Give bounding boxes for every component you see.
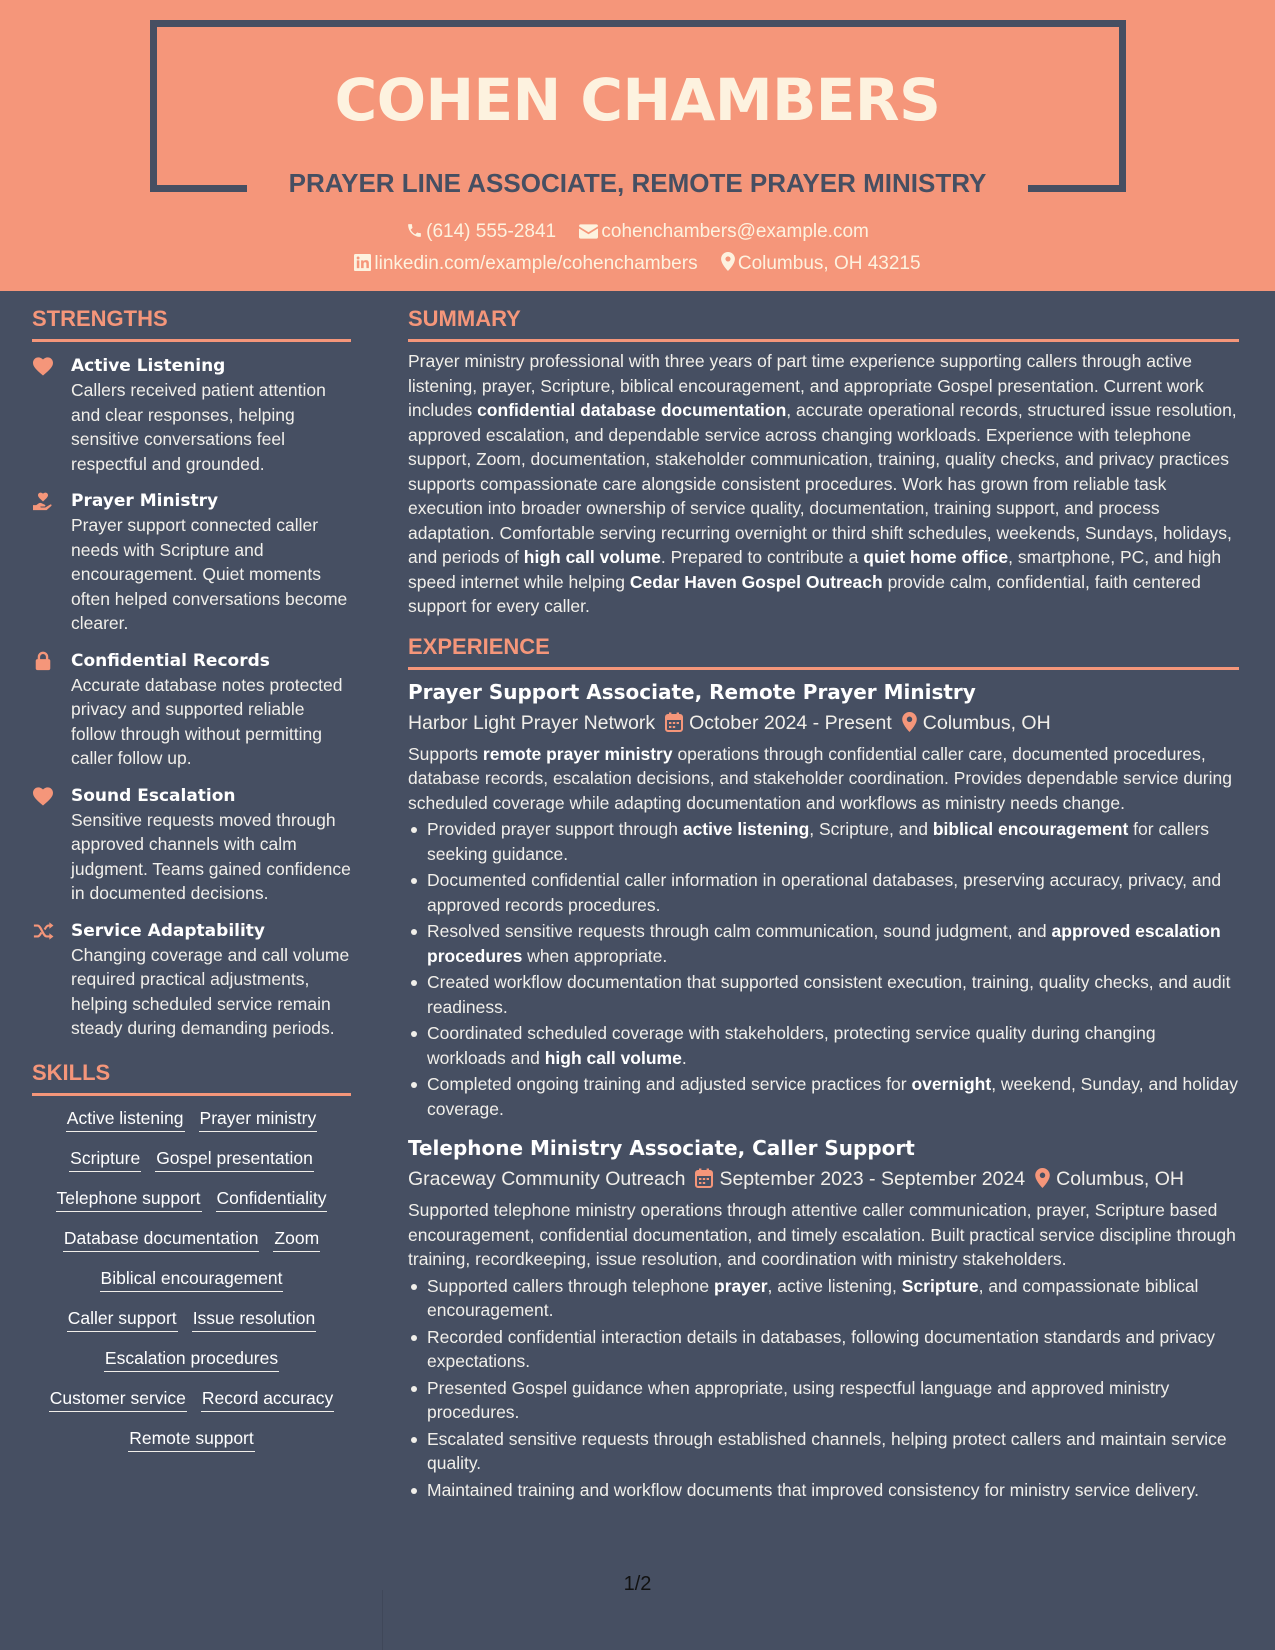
job-dates: September 2023 - September 2024 xyxy=(719,1168,1026,1190)
contact-location xyxy=(721,251,921,277)
job-bullet: Created workflow documentation that supported consistent execution, training, quality checks, and audit readiness. xyxy=(408,970,1239,1019)
job-bullet: Presented Gospel guidance when appropriate, using respectful language and approved ministry procedures. xyxy=(408,1376,1239,1425)
job-bullet: Coordinated scheduled coverage with stakeholders, protecting service quality during changing workloads and high call volume. xyxy=(408,1021,1239,1070)
email-text: cohenchambers@example.com xyxy=(601,221,869,242)
job-company: Harbor Light Prayer Network xyxy=(408,711,656,734)
summary-heading: SUMMARY xyxy=(408,304,1239,342)
skill-tag: Telephone support xyxy=(56,1186,202,1212)
heart-icon xyxy=(32,786,54,806)
skill-tag: Scripture xyxy=(69,1146,141,1172)
resume-header xyxy=(0,0,1275,291)
strength-title: Service Adaptability xyxy=(71,920,266,941)
sidebar xyxy=(32,304,351,1466)
job-bullet: Resolved sensitive requests through calm communication, sound judgment, and approved escalation procedures when appropriate. xyxy=(408,919,1239,968)
job-entry xyxy=(408,678,1239,1122)
skill-tag: Issue resolution xyxy=(192,1306,317,1332)
strength-item xyxy=(32,354,351,476)
linkedin-icon xyxy=(354,254,371,271)
skill-tag: Active listening xyxy=(66,1106,185,1132)
skill-tag: Prayer ministry xyxy=(199,1106,318,1132)
calendar-icon xyxy=(665,712,683,732)
candidate-title: PRAYER LINE ASSOCIATE, REMOTE PRAYER MINISTRY xyxy=(288,168,987,198)
main-column xyxy=(408,304,1239,1504)
strength-desc: Callers received patient attention and clear responses, helping sensitive conversations feel respectful and grounded. xyxy=(71,380,326,474)
lock-icon xyxy=(32,651,54,671)
strengths-list xyxy=(32,354,351,1041)
strength-item xyxy=(32,919,351,1041)
skill-tag: Zoom xyxy=(273,1226,320,1252)
strength-item xyxy=(32,489,351,636)
envelope-icon xyxy=(579,224,598,239)
skill-tag: Caller support xyxy=(67,1306,178,1332)
contact-row xyxy=(0,251,1275,277)
summary-text: Prayer ministry professional with three years of part time experience supporting callers through active listening, prayer, Scripture, biblical encouragement, and appropriate Gospel presentation. Current work includes confidential database documentation, accurate operational records, structured issue resolution, approved escalation, and dependable service across changing workloads. Experience with telephone support, Zoom, documentation, stakeholder communication, training, quality checks, and privacy practices supports compassionate care alongside consistent procedures. Work has grown from reliable task execution into broader ownership of service quality, documentation, training support, and process adaptation. Comfortable serving recurring overnight or third shift schedules, weekends, Sundays, holidays, and periods of high call volume. Prepared to contribute a quiet home office, smartphone, PC, and high speed internet while helping Cedar Haven Gospel Outreach provide calm, confidential, faith centered support for every caller. xyxy=(408,351,1237,616)
skills-heading: SKILLS xyxy=(32,1058,351,1096)
skill-tag: Record accuracy xyxy=(201,1386,334,1412)
skills-list xyxy=(32,1106,351,1452)
strength-desc: Changing coverage and call volume required practical adjustments, helping scheduled service remain steady during demanding periods. xyxy=(71,944,350,1038)
job-description: Supports remote prayer ministry operations through confidential caller care, documented procedures, database records, escalation decisions, and stakeholder coordination. Provides dependable service during scheduled coverage while adapting documentation and workflows as ministry needs change. xyxy=(408,743,1232,813)
strength-title: Confidential Records xyxy=(71,650,270,671)
experience-section xyxy=(408,632,1239,1503)
linkedin-text: linkedin.com/example/cohenchambers xyxy=(374,253,698,274)
job-location: Columbus, OH xyxy=(922,711,1051,734)
job-location: Columbus, OH xyxy=(1056,1168,1185,1190)
skill-tag: Escalation procedures xyxy=(104,1346,279,1372)
skill-tag: Customer service xyxy=(49,1386,187,1412)
job-bullet: Escalated sensitive requests through established channels, helping protect callers and maintain service quality. xyxy=(408,1427,1239,1476)
job-bullets xyxy=(408,817,1239,1121)
strength-item xyxy=(32,649,351,771)
heart-icon xyxy=(32,356,54,376)
hand-heart-icon xyxy=(32,491,54,511)
header-frame xyxy=(150,20,1126,27)
contact-phone[interactable] xyxy=(406,219,556,245)
contact-email[interactable] xyxy=(579,219,868,245)
column-divider xyxy=(382,1590,383,1650)
map-pin-icon xyxy=(721,252,735,271)
job-bullet: Completed ongoing training and adjusted service practices for overnight, weekend, Sunday, and holiday coverage. xyxy=(408,1072,1239,1121)
strength-title: Active Listening xyxy=(71,356,226,376)
skill-tag: Biblical encouragement xyxy=(100,1266,284,1292)
job-dates: October 2024 - Present xyxy=(689,711,892,734)
strength-desc: Accurate database notes protected privacy and supported reliable follow through without permitting caller follow up. xyxy=(71,674,343,768)
job-entry xyxy=(408,1134,1239,1502)
strength-item xyxy=(32,784,351,906)
job-company: Graceway Community Outreach xyxy=(408,1168,686,1190)
skill-tag: Gospel presentation xyxy=(155,1146,314,1172)
job-bullet: Supported callers through telephone prayer, active listening, Scripture, and compassionate biblical encouragement. xyxy=(408,1274,1239,1323)
job-bullet: Documented confidential caller information in operational databases, preserving accuracy, privacy, and approved records procedures. xyxy=(408,868,1239,917)
skills-section xyxy=(32,1058,351,1452)
job-bullet: Maintained training and workflow documents that improved consistency for ministry service delivery. xyxy=(408,1478,1239,1503)
location-text: Columbus, OH 43215 xyxy=(737,253,921,274)
job-bullets xyxy=(408,1274,1239,1503)
shuffle-icon xyxy=(32,921,54,941)
strength-title: Prayer Ministry xyxy=(71,491,219,511)
strength-desc: Prayer support connected caller needs with Scripture and encouragement. Quiet moments often helped conversations become clearer. xyxy=(71,515,348,633)
map-pin-icon xyxy=(1035,1168,1050,1188)
candidate-name: COHEN CHAMBERS xyxy=(334,66,941,134)
job-title: Prayer Support Associate, Remote Prayer Ministry xyxy=(408,679,976,704)
map-pin-icon xyxy=(902,712,917,732)
job-bullet: Provided prayer support through active listening, Scripture, and biblical encouragement for callers seeking guidance. xyxy=(408,817,1239,866)
experience-heading: EXPERIENCE xyxy=(408,632,1239,670)
contact-row xyxy=(0,219,1275,245)
job-bullet: Recorded confidential interaction details in databases, following documentation standards and privacy expectations. xyxy=(408,1325,1239,1374)
job-description: Supported telephone ministry operations through attentive caller communication, prayer, Scripture based encouragement, confidential documentation, and timely escalation. Built practical service discipline through training, recordkeeping, issue resolution, and coordination with ministry stakeholders. xyxy=(408,1200,1236,1269)
job-meta xyxy=(408,1165,1239,1193)
strengths-heading: STRENGTHS xyxy=(32,304,351,342)
skill-tag: Remote support xyxy=(128,1426,255,1452)
phone-icon xyxy=(406,222,423,239)
contact-linkedin[interactable] xyxy=(354,251,697,277)
job-title: Telephone Ministry Associate, Caller Support xyxy=(408,1136,915,1160)
skill-tag: Database documentation xyxy=(63,1226,260,1252)
calendar-icon xyxy=(695,1168,713,1188)
strength-desc: Sensitive requests moved through approved channels with calm judgment. Teams gained confidence in documented decisions. xyxy=(71,809,351,903)
page-number: 1/2 xyxy=(623,1573,652,1595)
phone-text: (614) 555-2841 xyxy=(426,221,557,242)
strength-title: Sound Escalation xyxy=(71,785,236,806)
skill-tag: Confidentiality xyxy=(216,1186,328,1212)
job-meta xyxy=(408,709,1239,737)
